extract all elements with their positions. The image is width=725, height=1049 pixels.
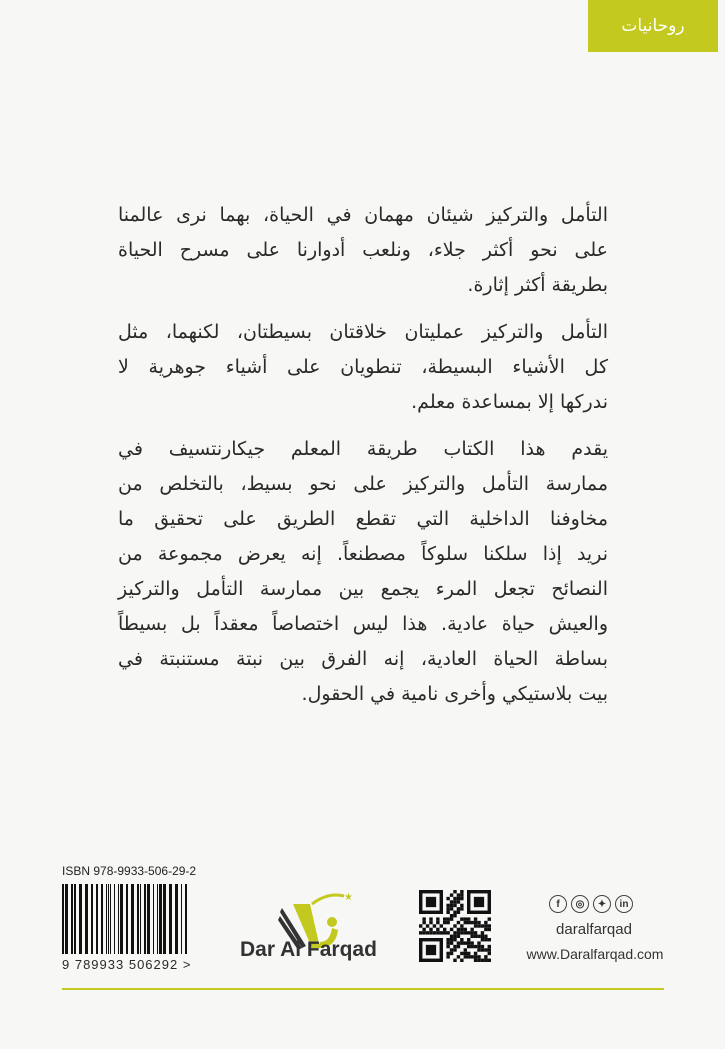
social-icons bbox=[549, 895, 633, 913]
text-line: بيت بلاستيكي وأخرى نامية في الحقول. bbox=[301, 683, 608, 705]
barcode-bar bbox=[137, 884, 139, 954]
barcode-bar bbox=[79, 884, 82, 954]
barcode-bar bbox=[120, 884, 123, 954]
category-label: روحانيات bbox=[588, 0, 718, 52]
barcode-bar bbox=[157, 884, 158, 954]
barcode-bar bbox=[114, 884, 115, 954]
text-line: النصائح تجعل المرء يجمع بين ممارسة التأمل والتركيز bbox=[118, 578, 608, 600]
text-line: نريد إذا سلكنا سلوكاً مصطنعاً. إنه يعرض مجموعة من bbox=[118, 543, 608, 565]
barcode-bar bbox=[153, 884, 154, 954]
barcode-bar bbox=[163, 884, 166, 954]
text-line: بساطة الحياة العادية، إنه الفرق بين نبتة مستنبتة في bbox=[118, 648, 608, 670]
barcode-bar bbox=[108, 884, 109, 954]
barcode-bar bbox=[181, 884, 182, 954]
divider bbox=[62, 988, 664, 990]
facebook-icon[interactable]: f bbox=[549, 895, 567, 913]
isbn: ISBN 978-9933-506-29-2 bbox=[62, 864, 197, 878]
barcode-bar bbox=[147, 884, 150, 954]
barcode bbox=[62, 884, 192, 954]
barcode-bar bbox=[118, 884, 119, 954]
text-line: ندركها إلا بمساعدة معلم. bbox=[411, 391, 608, 413]
text-line: على نحو أكثر جلاء، ونلعب أدوارنا على مسرح الحياة bbox=[118, 239, 608, 261]
barcode-bar bbox=[106, 884, 107, 954]
text-line: مخاوفنا الداخلية التي تقطع الطريق على تحقيق ما bbox=[118, 508, 608, 530]
barcode-bar bbox=[96, 884, 98, 954]
barcode-bar bbox=[101, 884, 103, 954]
barcode-bar bbox=[85, 884, 88, 954]
text-line: ممارسة التأمل والتركيز على نحو بسيط، بالتخلص من bbox=[118, 473, 608, 495]
barcode-bar bbox=[71, 884, 73, 954]
text-line: يقدم هذا الكتاب طريقة المعلم جيكارنتسيف في bbox=[118, 438, 608, 460]
barcode-bar bbox=[74, 884, 76, 954]
text-line: كل الأشياء البسيطة، تنطويان على أشياء جوهرية لا bbox=[118, 356, 608, 378]
barcode-bar bbox=[62, 884, 64, 954]
back-cover-text bbox=[118, 198, 608, 724]
barcode-bar bbox=[185, 884, 187, 954]
svg-text:★: ★ bbox=[344, 892, 353, 903]
barcode-bar bbox=[169, 884, 172, 954]
twitter-icon[interactable]: ✦ bbox=[593, 895, 611, 913]
barcode-bar bbox=[144, 884, 146, 954]
publisher-name: Dar Al Farqad bbox=[240, 938, 377, 961]
website[interactable]: www.Daralfarqad.com bbox=[526, 946, 664, 962]
text-line: بطريقة أكثر إثارة. bbox=[467, 274, 608, 296]
paragraph bbox=[118, 315, 608, 420]
text-line: التأمل والتركيز شيئان مهمان في الحياة، بهما نرى عالمنا bbox=[118, 204, 608, 226]
barcode-bar bbox=[159, 884, 162, 954]
barcode-number: 9 789933 506292 > bbox=[62, 957, 192, 972]
instagram-icon[interactable]: ◎ bbox=[571, 895, 589, 913]
qr-code[interactable] bbox=[418, 890, 492, 962]
text-line: التأمل والتركيز عمليتان خلاقتان بسيطتان، لكنهما، مثل bbox=[118, 321, 608, 343]
text-line: والعيش حياة عادية. هذا ليس اختصاصاً معقداً بل بسيطاً bbox=[118, 613, 608, 635]
linkedin-icon[interactable]: in bbox=[615, 895, 633, 913]
paragraph bbox=[118, 198, 608, 303]
barcode-bar bbox=[110, 884, 111, 954]
barcode-bar bbox=[131, 884, 134, 954]
paragraph bbox=[118, 432, 608, 712]
barcode-bar bbox=[140, 884, 141, 954]
barcode-bar bbox=[175, 884, 178, 954]
barcode-bar bbox=[126, 884, 128, 954]
barcode-bar bbox=[65, 884, 68, 954]
social-handle: daralfarqad bbox=[556, 921, 632, 938]
barcode-bar bbox=[91, 884, 93, 954]
